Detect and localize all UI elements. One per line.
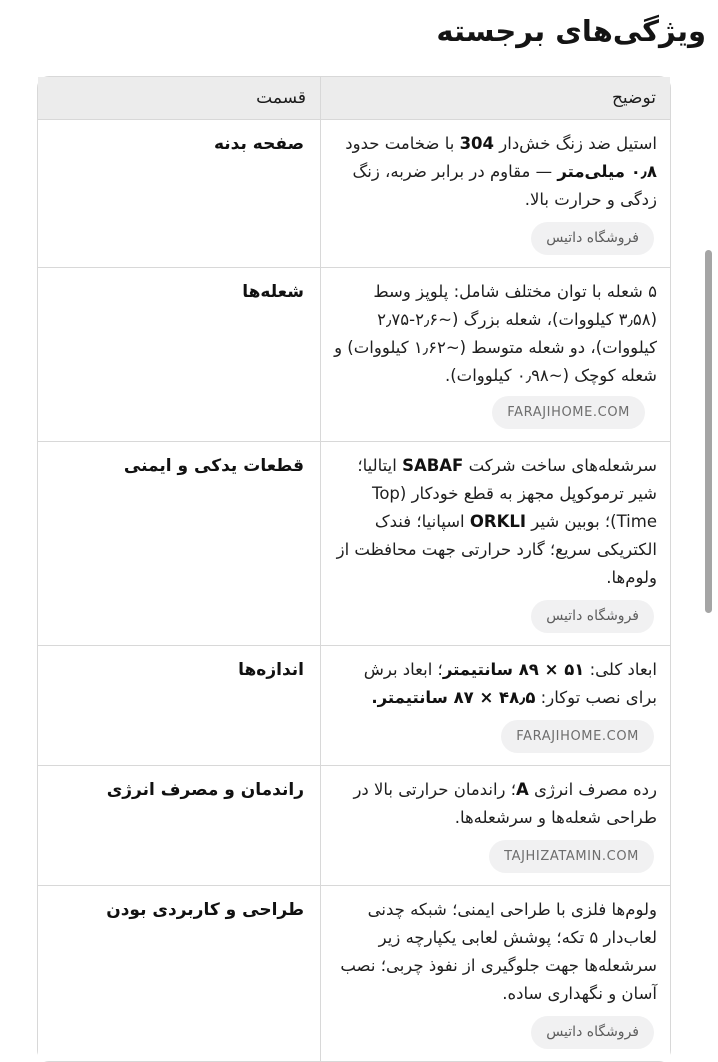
part-cell: اندازه‌ها: [238, 660, 304, 680]
source-badge[interactable]: FARAJIHOME.COM: [492, 396, 645, 429]
table-row: [38, 645, 670, 765]
page-title: ویژگی‌های برجسته: [436, 14, 706, 48]
source-badge[interactable]: FARAJIHOME.COM: [501, 720, 654, 753]
description-text: — مقاوم در برابر ضربه، زنگ زدگی و حرارت بالا.: [352, 162, 657, 209]
description-text: اسپانیا؛ فندک الکتریکی سریع؛ گارد حرارتی جهت محافظت از ولوم‌ها.: [336, 512, 657, 587]
description-bold-text: 304: [459, 134, 495, 153]
description-cell: [320, 886, 670, 1061]
features-table: [37, 76, 671, 1062]
table-row: [38, 267, 670, 441]
source-badge-line: [334, 1010, 657, 1049]
description-text: ایتالیا؛ شیر ترموکوپل مجهز به قطع خودکار (Top Time)؛ بوبین شیر: [357, 456, 657, 531]
source-badge[interactable]: فروشگاه داتیس: [531, 1016, 654, 1049]
description-bold-text: ۴۸٫۵ × ۸۷ سانتیمتر.: [371, 688, 536, 707]
source-badge-line: [334, 834, 657, 873]
description-bold-text: ۵۱ × ۸۹ سانتیمتر: [442, 660, 585, 679]
description-cell: [320, 646, 670, 765]
description-text: ۵ شعله با توان مختلف شامل: پلوپز وسط (۳٫۵۸ کیلووات)، شعله بزرگ (~۲٫۶-۲٫۷۵ کیلووات)، دو شعله متوسط (~۱٫۶۲ کیلووات) و شعله کوچک (~۰٫۹۸ کیلووات).: [334, 282, 657, 385]
part-cell: راندمان و مصرف انرژی: [106, 780, 304, 800]
col-header-part: قسمت: [256, 88, 306, 108]
description-cell: [320, 766, 670, 885]
part-cell: طراحی و کاربردی بودن: [106, 900, 304, 920]
table-row: [38, 885, 670, 1061]
table-row: [38, 119, 670, 267]
table-header-row: [38, 77, 670, 119]
description-text: با ضخامت حدود: [345, 134, 460, 153]
description-text: ؛ راندمان حرارتی بالا در طراحی شعله‌ها و سرشعله‌ها.: [353, 780, 657, 827]
description-text: سرشعله‌های ساخت شرکت: [463, 456, 657, 475]
description-bold-text: ORKLI: [469, 512, 527, 531]
description-cell: [320, 442, 670, 645]
description-text: ابعاد کلی:: [584, 660, 657, 679]
table-row: [38, 765, 670, 885]
description-text: ؛ ابعاد برش برای نصب توکار:: [363, 660, 657, 707]
description-bold-text: ۰٫۸ میلی‌متر: [557, 162, 657, 181]
source-badge-line: [334, 714, 657, 753]
description-cell: [320, 120, 670, 267]
source-badge[interactable]: TAJHIZATAMIN.COM: [489, 840, 654, 873]
part-cell: صفحه بدنه: [213, 134, 304, 154]
description-bold-text: SABAF: [402, 456, 464, 475]
source-badge-line: [334, 594, 657, 633]
description-cell: [320, 268, 670, 441]
description-text: ولوم‌ها فلزی با طراحی ایمنی؛ شبکه چدنی لعاب‌دار ۵ تکه؛ پوشش لعابی یکپارچه زیر سرشعله‌ها جهت جلوگیری از نفوذ چربی؛ نصب آسان و نگهداری ساده.: [340, 900, 657, 1003]
col-header-description: توضیح: [320, 77, 670, 119]
scrollbar-thumb[interactable]: [705, 250, 712, 613]
source-badge-line: [334, 216, 657, 255]
description-bold-text: A: [516, 780, 529, 799]
part-cell: شعله‌ها: [242, 282, 304, 302]
description-text: رده مصرف انرژی: [528, 780, 657, 799]
source-badge[interactable]: فروشگاه داتیس: [531, 600, 654, 633]
table-row: [38, 441, 670, 645]
table-body: [38, 119, 670, 1061]
part-cell: قطعات یدکی و ایمنی: [123, 456, 304, 476]
source-badge[interactable]: فروشگاه داتیس: [531, 222, 654, 255]
description-text: استیل ضد زنگ خش‌دار: [494, 134, 657, 153]
